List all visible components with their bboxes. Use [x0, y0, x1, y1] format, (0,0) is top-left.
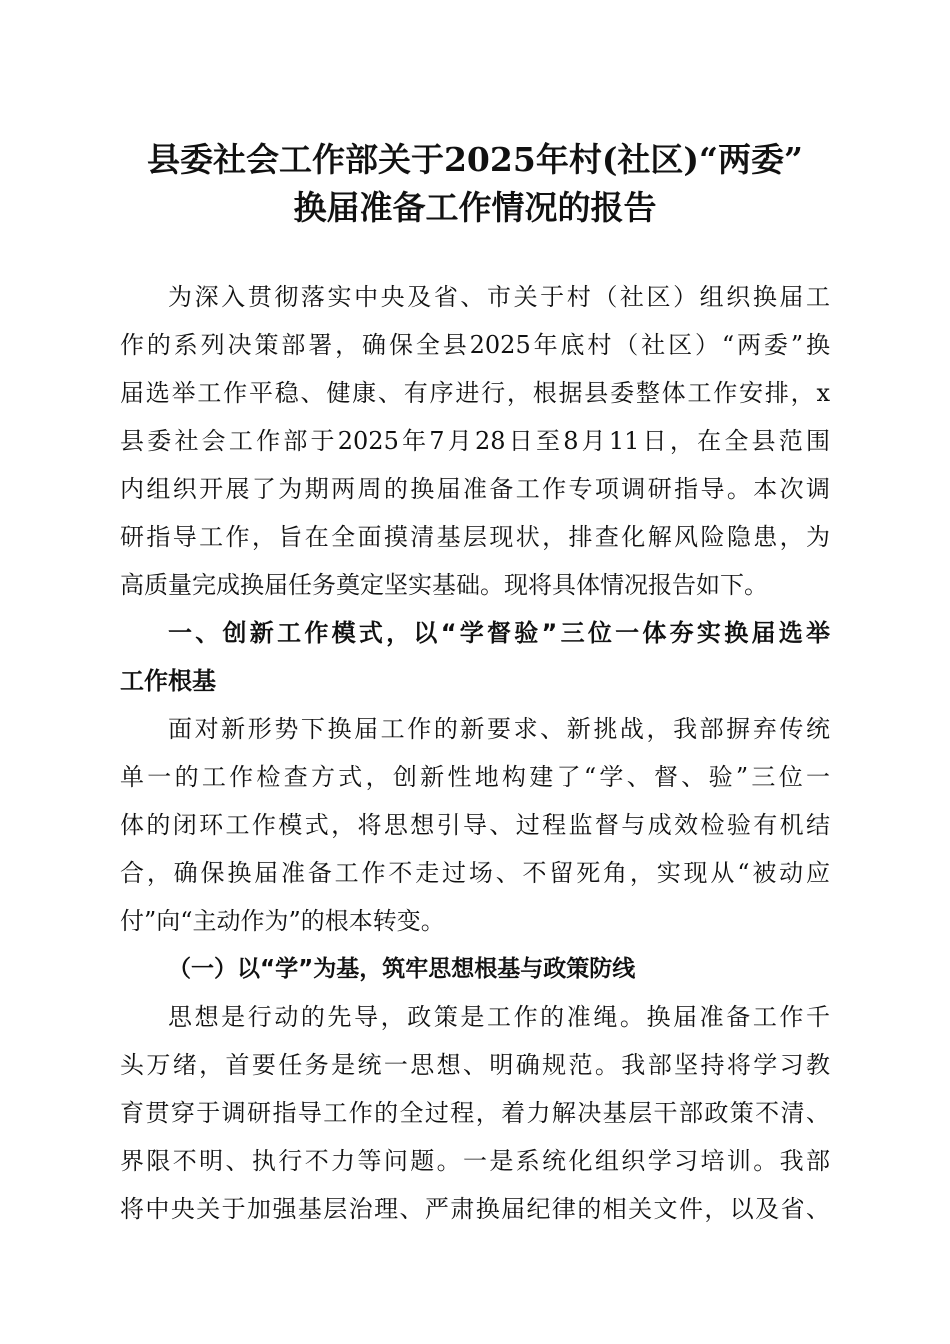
paragraph-line: 头万绪，首要任务是统一思想、明确规范。我部坚持将学习教	[120, 1051, 830, 1079]
paragraph-line: 界限不明、执行不力等问题。一是系统化组织学习培训。我部	[120, 1147, 830, 1175]
paragraph-line: 育贯穿于调研指导工作的全过程，着力解决基层干部政策不清、	[120, 1099, 830, 1127]
paragraph-line: 单一的工作检查方式，创新性地构建了“学、督、验”三位一	[120, 763, 830, 791]
paragraph-line: 为深入贯彻落实中央及省、市关于村（社区）组织换届工	[168, 283, 830, 311]
document-title-line-2: 换届准备工作情况的报告	[293, 188, 657, 227]
paragraph-line: 县委社会工作部于2025年7月28日至8月11日，在全县范围	[120, 427, 830, 455]
paragraph-line: 体的闭环工作模式，将思想引导、过程监督与成效检验有机结	[120, 811, 830, 839]
paragraph-line: 付”向“主动作为”的根本转变。	[120, 907, 445, 935]
paragraph-line: 合，确保换届准备工作不走过场、不留死角，实现从“被动应	[120, 859, 830, 887]
paragraph-line: 高质量完成换届任务奠定坚实基础。现将具体情况报告如下。	[120, 571, 768, 599]
paragraph-line: 面对新形势下换届工作的新要求、新挑战，我部摒弃传统	[168, 715, 830, 743]
paragraph-line: 作的系列决策部署，确保全县2025年底村（社区）“两委”换	[120, 331, 830, 359]
paragraph-line: 思想是行动的先导，政策是工作的准绳。换届准备工作千	[168, 1003, 830, 1031]
paragraph-line: 将中央关于加强基层治理、严肃换届纪律的相关文件，以及省、	[120, 1195, 830, 1223]
subsection-heading: （一）以“学”为基，筑牢思想根基与政策防线	[168, 956, 636, 982]
paragraph-line: 内组织开展了为期两周的换届准备工作专项调研指导。本次调	[120, 475, 830, 503]
paragraph-line: 届选举工作平稳、健康、有序进行，根据县委整体工作安排，x	[120, 379, 830, 407]
section-heading: 一、创新工作模式，以“学督验”三位一体夯实换届选举	[168, 619, 830, 647]
document-title-line-1: 县委社会工作部关于2025年村(社区)“两委”	[146, 140, 804, 179]
section-heading: 工作根基	[120, 667, 216, 695]
paragraph-line: 研指导工作，旨在全面摸清基层现状，排查化解风险隐患，为	[120, 523, 830, 551]
